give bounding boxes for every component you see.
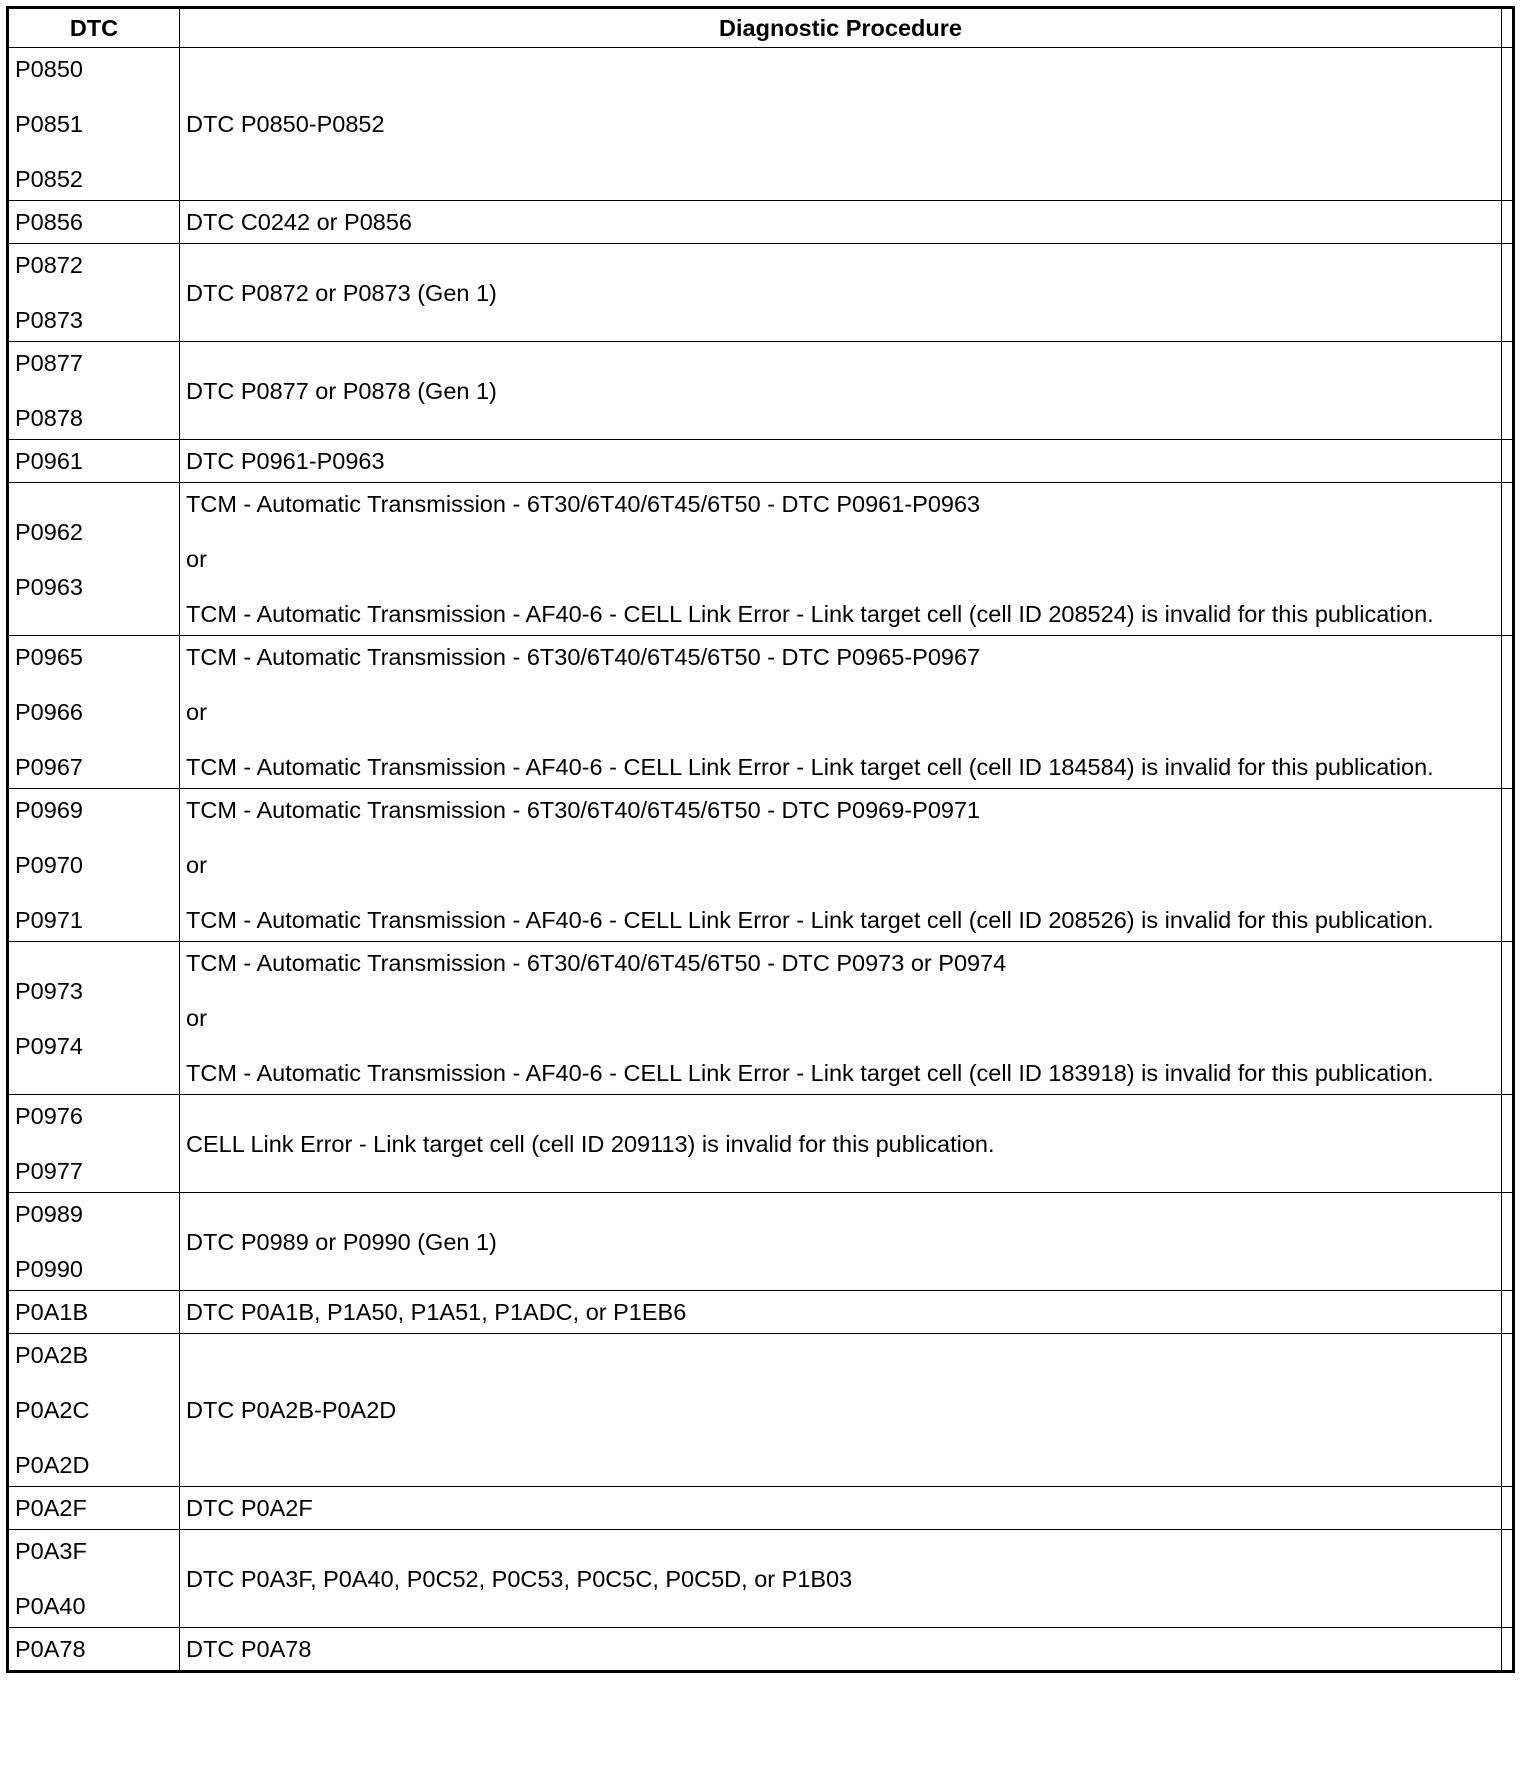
dtc-code: P0873 xyxy=(15,307,83,333)
procedure-cell xyxy=(180,1487,1502,1530)
procedure-text: DTC P0A2F xyxy=(186,1495,313,1521)
procedure-text: DTC P0989 or P0990 (Gen 1) xyxy=(186,1228,497,1255)
procedure-text: DTC P0A2B-P0A2D xyxy=(186,1397,397,1423)
dtc-code: P0961 xyxy=(15,448,83,474)
procedure-text: DTC P0A78 xyxy=(186,1636,312,1662)
table-row xyxy=(8,201,1514,244)
dtc-code: P0970 xyxy=(15,852,83,878)
dtc-code: P0971 xyxy=(15,907,83,933)
trailing-cell xyxy=(1502,342,1514,440)
procedure-cell xyxy=(180,1095,1502,1193)
procedure-text: DTC P0877 or P0878 (Gen 1) xyxy=(186,377,497,404)
dtc-code: P0969 xyxy=(15,797,83,823)
procedure-cell xyxy=(180,636,1502,789)
table-body xyxy=(8,48,1514,1672)
trailing-cell xyxy=(1502,636,1514,789)
dtc-code: P0A2C xyxy=(15,1397,90,1423)
table-row xyxy=(8,440,1514,483)
procedure-cell xyxy=(180,201,1502,244)
dtc-procedure-table xyxy=(6,6,1515,1673)
procedure-text: or xyxy=(186,1005,207,1031)
dtc-cell xyxy=(8,1628,180,1672)
dtc-cell xyxy=(8,440,180,483)
trailing-cell xyxy=(1502,244,1514,342)
procedure-text: TCM - Automatic Transmission - 6T30/6T40/6T45/6T50 - DTC P0961-P0963 xyxy=(186,491,981,517)
procedure-cell xyxy=(180,1530,1502,1628)
dtc-cell xyxy=(8,1193,180,1291)
dtc-code: P0989 xyxy=(15,1201,83,1227)
procedure-text: TCM - Automatic Transmission - AF40-6 - CELL Link Error - Link target cell (cell ID 208524) is invalid for this publication. xyxy=(186,601,1434,627)
dtc-code: P0962 xyxy=(15,518,83,545)
dtc-code: P0963 xyxy=(15,573,83,600)
table-row xyxy=(8,1095,1514,1193)
trailing-cell xyxy=(1502,201,1514,244)
trailing-cell xyxy=(1502,789,1514,942)
trailing-cell xyxy=(1502,483,1514,636)
procedure-cell xyxy=(180,1334,1502,1487)
trailing-cell xyxy=(1502,1095,1514,1193)
trailing-cell xyxy=(1502,1193,1514,1291)
dtc-cell xyxy=(8,1334,180,1487)
dtc-code: P0852 xyxy=(15,166,83,192)
trailing-column xyxy=(1502,8,1514,48)
dtc-code: P0974 xyxy=(15,1032,83,1059)
table-row xyxy=(8,1628,1514,1672)
table-row xyxy=(8,342,1514,440)
procedure-text: DTC C0242 or P0856 xyxy=(186,209,412,235)
procedure-column-header: Diagnostic Procedure xyxy=(180,8,1502,48)
procedure-text: DTC P0872 or P0873 (Gen 1) xyxy=(186,279,497,306)
table-row xyxy=(8,789,1514,942)
dtc-code: P0A3F xyxy=(15,1538,87,1564)
procedure-text: TCM - Automatic Transmission - 6T30/6T40/6T45/6T50 - DTC P0969-P0971 xyxy=(186,797,981,823)
dtc-code: P0878 xyxy=(15,405,83,431)
procedure-text: TCM - Automatic Transmission - AF40-6 - CELL Link Error - Link target cell (cell ID 208526) is invalid for this publication. xyxy=(186,907,1434,933)
dtc-cell xyxy=(8,789,180,942)
dtc-code: P0966 xyxy=(15,699,83,725)
dtc-code: P0973 xyxy=(15,977,83,1004)
trailing-cell xyxy=(1502,942,1514,1095)
table-row xyxy=(8,1530,1514,1628)
table-header-row xyxy=(8,8,1514,48)
dtc-cell xyxy=(8,1291,180,1334)
procedure-cell xyxy=(180,342,1502,440)
dtc-code: P0851 xyxy=(15,111,83,137)
table-row xyxy=(8,636,1514,789)
dtc-cell xyxy=(8,1487,180,1530)
dtc-code: P0977 xyxy=(15,1158,83,1184)
trailing-cell xyxy=(1502,440,1514,483)
dtc-cell xyxy=(8,483,180,636)
dtc-cell xyxy=(8,201,180,244)
procedure-text: DTC P0850-P0852 xyxy=(186,111,385,137)
dtc-code: P0976 xyxy=(15,1103,83,1129)
trailing-cell xyxy=(1502,1530,1514,1628)
procedure-cell xyxy=(180,1193,1502,1291)
dtc-code: P0850 xyxy=(15,56,83,82)
dtc-cell xyxy=(8,636,180,789)
procedure-cell xyxy=(180,483,1502,636)
dtc-cell xyxy=(8,48,180,201)
dtc-code: P0A1B xyxy=(15,1299,89,1325)
procedure-text: DTC P0A1B, P1A50, P1A51, P1ADC, or P1EB6 xyxy=(186,1299,687,1325)
dtc-code: P0965 xyxy=(15,644,83,670)
procedure-cell xyxy=(180,244,1502,342)
dtc-code: P0A2F xyxy=(15,1495,87,1521)
table-row xyxy=(8,1291,1514,1334)
procedure-text: TCM - Automatic Transmission - 6T30/6T40/6T45/6T50 - DTC P0965-P0967 xyxy=(186,644,981,670)
trailing-cell xyxy=(1502,1334,1514,1487)
procedure-text: DTC P0961-P0963 xyxy=(186,448,385,474)
procedure-text: DTC P0A3F, P0A40, P0C52, P0C53, P0C5C, P0C5D, or P1B03 xyxy=(186,1565,853,1592)
procedure-cell xyxy=(180,1628,1502,1672)
dtc-cell xyxy=(8,244,180,342)
procedure-text: or xyxy=(186,546,207,572)
dtc-code: P0990 xyxy=(15,1256,83,1282)
procedure-text: TCM - Automatic Transmission - 6T30/6T40/6T45/6T50 - DTC P0973 or P0974 xyxy=(186,950,1007,976)
dtc-code: P0856 xyxy=(15,209,83,235)
procedure-text: or xyxy=(186,852,207,878)
dtc-code: P0A40 xyxy=(15,1593,86,1619)
dtc-code: P0A78 xyxy=(15,1636,86,1662)
procedure-cell xyxy=(180,48,1502,201)
dtc-cell xyxy=(8,1530,180,1628)
procedure-cell xyxy=(180,1291,1502,1334)
trailing-cell xyxy=(1502,48,1514,201)
trailing-cell xyxy=(1502,1291,1514,1334)
procedure-cell xyxy=(180,440,1502,483)
dtc-code: P0877 xyxy=(15,350,83,376)
table-row xyxy=(8,48,1514,201)
trailing-cell xyxy=(1502,1628,1514,1672)
table-row xyxy=(8,244,1514,342)
procedure-text: TCM - Automatic Transmission - AF40-6 - CELL Link Error - Link target cell (cell ID 184584) is invalid for this publication. xyxy=(186,754,1434,780)
table-row xyxy=(8,1487,1514,1530)
procedure-text: TCM - Automatic Transmission - AF40-6 - CELL Link Error - Link target cell (cell ID 183918) is invalid for this publication. xyxy=(186,1060,1434,1086)
dtc-column-header: DTC xyxy=(8,8,180,48)
dtc-cell xyxy=(8,942,180,1095)
dtc-cell xyxy=(8,342,180,440)
procedure-cell xyxy=(180,942,1502,1095)
table-row xyxy=(8,1334,1514,1487)
trailing-cell xyxy=(1502,1487,1514,1530)
procedure-text: CELL Link Error - Link target cell (cell ID 209113) is invalid for this publication. xyxy=(186,1130,995,1157)
dtc-code: P0967 xyxy=(15,754,83,780)
table-row xyxy=(8,483,1514,636)
dtc-code: P0872 xyxy=(15,252,83,278)
dtc-cell xyxy=(8,1095,180,1193)
table-row xyxy=(8,942,1514,1095)
procedure-cell xyxy=(180,789,1502,942)
procedure-text: or xyxy=(186,699,207,725)
table-row xyxy=(8,1193,1514,1291)
dtc-code: P0A2B xyxy=(15,1342,89,1368)
dtc-code: P0A2D xyxy=(15,1452,90,1478)
